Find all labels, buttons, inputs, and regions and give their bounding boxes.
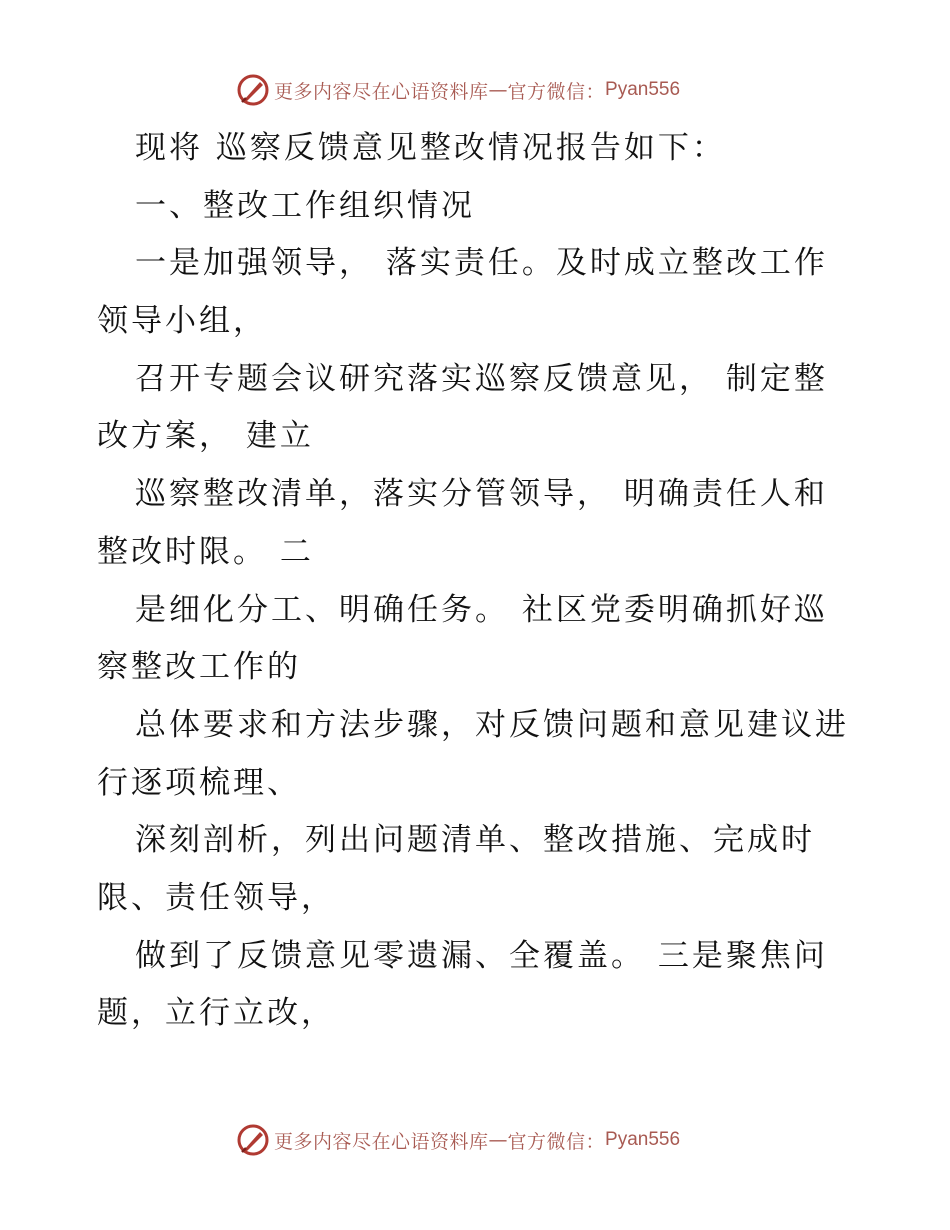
- section-heading: 一、整改工作组织情况: [135, 187, 475, 224]
- watermark-separator: —: [488, 1129, 508, 1151]
- watermark-separator: —: [488, 79, 508, 101]
- watermark-account: Pyan556: [605, 1129, 681, 1150]
- watermark-wechat-label: 官方微信：: [507, 80, 606, 103]
- body-line: 是细化分工、明确任务。 社区党委明确抓好巡: [135, 591, 828, 628]
- body-line: 总体要求和方法步骤，对反馈问题和意见建议进: [135, 706, 849, 743]
- header-watermark: [236, 72, 680, 108]
- feather-logo-icon: [236, 1123, 270, 1157]
- body-line: 召开专题会议研究落实巡察反馈意见， 制定整: [135, 360, 828, 397]
- document-body: [97, 120, 867, 1043]
- footer-watermark: [236, 1122, 680, 1158]
- feather-logo-icon: [236, 73, 270, 107]
- body-line: 深刻剖析，列出问题清单、整改措施、完成时: [135, 822, 815, 859]
- body-line: 一是加强领导， 落实责任。及时成立整改工作: [135, 245, 828, 282]
- watermark-account: Pyan556: [605, 79, 681, 100]
- body-line: 领导小组，: [97, 303, 267, 340]
- body-line: 题，立行立改，: [97, 995, 335, 1032]
- watermark-wechat-label: 官方微信：: [507, 1130, 606, 1153]
- body-line: 现将 巡察反馈意见整改情况报告如下：: [135, 130, 726, 166]
- body-line: 整改时限。 二: [97, 533, 314, 570]
- body-line: 察整改工作的: [97, 649, 301, 686]
- body-line: 巡察整改清单，落实分管领导， 明确责任人和: [135, 476, 828, 513]
- body-line: 行逐项梳理、: [97, 764, 301, 801]
- watermark-site-name: 更多内容尽在心语资料库: [274, 1130, 489, 1153]
- body-line: 做到了反馈意见零遗漏、全覆盖。 三是聚焦问: [135, 937, 828, 974]
- body-line: 改方案， 建立: [97, 418, 314, 455]
- watermark-site-name: 更多内容尽在心语资料库: [274, 80, 489, 103]
- body-line: 限、责任领导，: [97, 879, 335, 916]
